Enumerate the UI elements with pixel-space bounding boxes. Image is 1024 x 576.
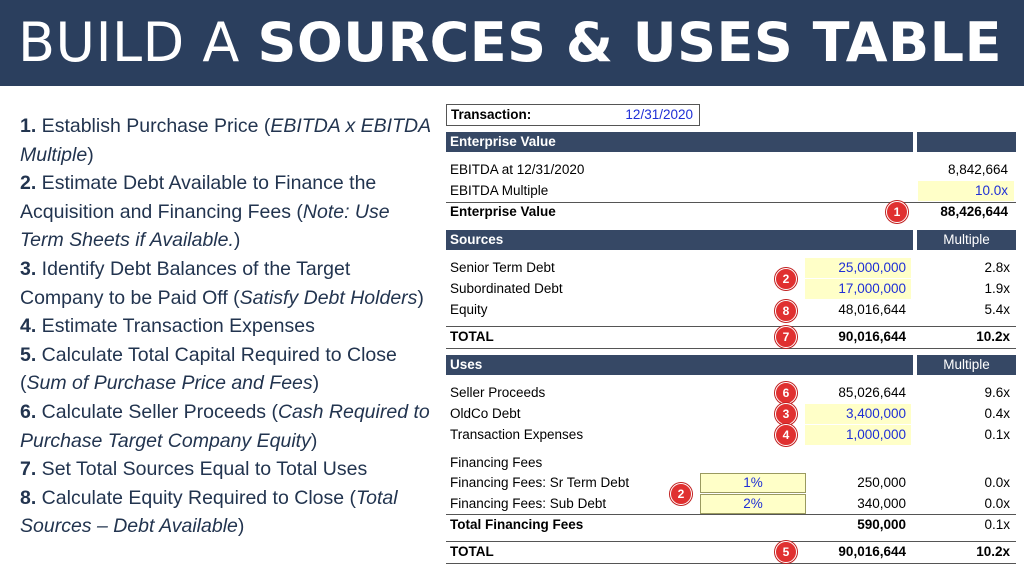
step-1 — [20, 112, 438, 169]
step-number: 8. — [20, 486, 37, 509]
sources-row-value[interactable]: 25,000,000 — [838, 260, 906, 275]
sources-total-value: 90,016,644 — [838, 329, 906, 344]
ebitda-multiple-label: EBITDA Multiple — [450, 183, 549, 198]
sources-row-label: Senior Term Debt — [450, 260, 555, 275]
step-badge-7: 7 — [775, 326, 797, 348]
sources-row-multiple: 5.4x — [984, 302, 1010, 317]
step-6 — [20, 398, 438, 455]
uses-row-label: Transaction Expenses — [450, 427, 584, 442]
step-note: EBITDA x EBITDA Multiple — [20, 115, 431, 166]
step-note: Satisfy Debt Holders — [239, 286, 418, 309]
transaction-box — [446, 104, 700, 126]
fee-row-multiple: 0.0x — [984, 475, 1010, 490]
sources-row-label: Subordinated Debt — [450, 281, 563, 296]
uses-row-value[interactable]: 1,000,000 — [845, 427, 906, 442]
ebitda-row — [446, 160, 1016, 180]
step-number: 1. — [20, 115, 37, 137]
ebitda-multiple-value[interactable]: 10.0x — [974, 183, 1008, 198]
transaction-label: Transaction: — [451, 107, 532, 122]
step-text: Calculate Seller Proceeds ( — [36, 400, 278, 423]
step-text: Estimate Debt Available to Finance the Acquisition and Financing Fees ( — [20, 172, 377, 223]
uses-total-label: TOTAL — [450, 544, 494, 559]
step-note: Sum of Purchase Price and Fees — [26, 372, 313, 395]
step-text: Establish Purchase Price ( — [36, 115, 271, 137]
fee-row-label: Financing Fees: Sr Term Debt — [450, 475, 630, 490]
ev-total-label: Enterprise Value — [450, 204, 556, 219]
fee-row-label: Financing Fees: Sub Debt — [450, 496, 607, 511]
step-number: 7. — [20, 458, 37, 481]
fee-row-value: 250,000 — [857, 475, 906, 490]
title-light: BUILD A — [18, 11, 258, 74]
fee-row — [446, 473, 1016, 493]
step-badge-1: 1 — [886, 201, 908, 223]
ev-total-value: 88,426,644 — [940, 204, 1008, 219]
uses-row-label: OldCo Debt — [450, 406, 521, 421]
sources-header — [446, 230, 913, 250]
uses-row — [446, 404, 1016, 424]
title-banner — [0, 0, 1024, 86]
uses-multiple-header: Multiple — [917, 355, 1016, 375]
step-text: Estimate Transaction Expenses — [36, 315, 315, 338]
step-text: Set Total Sources Equal to Total Uses — [36, 458, 368, 481]
step-number: 3. — [20, 257, 37, 280]
step-7 — [20, 455, 438, 484]
uses-row-value[interactable]: 3,400,000 — [845, 406, 906, 421]
financing-fees-label-row — [446, 453, 1016, 473]
sub-fee-pct-input[interactable]: 2% — [700, 494, 806, 514]
uses-row-label: Seller Proceeds — [450, 385, 546, 400]
step-text: Calculate Equity Required to Close ( — [36, 486, 357, 509]
sources-row — [446, 258, 1016, 278]
sources-uses-sheet — [446, 104, 1016, 566]
fee-row — [446, 494, 1016, 514]
step-number: 2. — [20, 172, 37, 195]
step-after: ) — [237, 515, 245, 538]
uses-row-value: 85,026,644 — [838, 385, 906, 400]
step-5 — [20, 341, 438, 398]
fees-total-multiple: 0.1x — [984, 517, 1010, 532]
sources-total-label: TOTAL — [450, 329, 494, 344]
sources-total-line-bottom — [446, 348, 1016, 349]
uses-row-multiple: 0.4x — [984, 406, 1010, 421]
ebitda-multiple-row — [446, 181, 1016, 201]
ev-header-side — [917, 132, 1016, 152]
sources-row-value: 48,016,644 — [838, 302, 906, 317]
step-badge-5: 5 — [775, 541, 797, 563]
financing-fees-label: Financing Fees — [450, 455, 543, 470]
step-number: 6. — [20, 400, 37, 423]
ev-header — [446, 132, 913, 152]
step-note: Note: Use Term Sheets if Available. — [20, 200, 390, 252]
sources-total-row — [446, 327, 1016, 347]
step-after: ) — [312, 372, 320, 395]
fees-total-value: 590,000 — [857, 517, 906, 532]
step-after: ) — [417, 286, 424, 309]
uses-total-multiple: 10.2x — [976, 544, 1010, 559]
uses-row-multiple: 0.1x — [984, 427, 1010, 442]
sources-total-multiple: 10.2x — [976, 329, 1010, 344]
uses-total-row — [446, 542, 1016, 562]
step-badge-6: 6 — [775, 382, 797, 404]
step-badge-4: 4 — [775, 424, 797, 446]
sources-multiple-header: Multiple — [917, 230, 1016, 250]
steps-list — [20, 112, 438, 541]
fee-row-value: 340,000 — [857, 496, 906, 511]
uses-total-value: 90,016,644 — [838, 544, 906, 559]
fees-total-label: Total Financing Fees — [450, 517, 584, 532]
fee-row-multiple: 0.0x — [984, 496, 1010, 511]
step-badge-3: 3 — [775, 403, 797, 425]
step-after: ) — [233, 229, 241, 252]
uses-header — [446, 355, 913, 375]
sources-row — [446, 300, 1016, 320]
step-4 — [20, 312, 438, 341]
step-badge-2-fees: 2 — [670, 483, 692, 505]
sources-row — [446, 279, 1016, 299]
step-text: Identify Debt Balances of the Target Company to be Paid Off ( — [20, 257, 351, 309]
uses-header-label: Uses — [450, 357, 483, 372]
ebitda-value: 8,842,664 — [947, 162, 1008, 177]
step-text: Calculate Total Capital Required to Close ( — [20, 343, 397, 395]
title-bold: SOURCES & USES TABLE — [257, 11, 1002, 74]
ev-total-row — [446, 202, 1016, 222]
sources-row-multiple: 2.8x — [984, 260, 1010, 275]
step-after: ) — [310, 429, 318, 452]
step-3 — [20, 255, 438, 312]
uses-row — [446, 383, 1016, 403]
sources-row-multiple: 1.9x — [984, 281, 1010, 296]
step-note: Total Sources – Debt Available — [20, 486, 398, 538]
sr-fee-pct-input[interactable]: 1% — [700, 473, 806, 493]
sources-row-value[interactable]: 17,000,000 — [838, 281, 906, 296]
step-note: Cash Required to Purchase Target Company Equity — [20, 400, 430, 452]
uses-row-multiple: 9.6x — [984, 385, 1010, 400]
sources-header-label: Sources — [450, 232, 504, 247]
step-2 — [20, 169, 438, 255]
step-after: ) — [87, 143, 94, 166]
sources-row-label: Equity — [450, 302, 488, 317]
step-8 — [20, 484, 438, 541]
fees-total-row — [446, 515, 1016, 535]
uses-total-line-bottom — [446, 563, 1016, 564]
step-number: 5. — [20, 343, 37, 366]
step-badge-2: 2 — [775, 268, 797, 290]
uses-row — [446, 425, 1016, 445]
ebitda-label: EBITDA at 12/31/2020 — [450, 162, 585, 177]
step-number: 4. — [20, 315, 37, 338]
transaction-date[interactable]: 12/31/2020 — [625, 107, 693, 122]
page-title — [18, 8, 1002, 78]
step-badge-8: 8 — [775, 300, 797, 322]
ev-header-label: Enterprise Value — [450, 134, 556, 149]
